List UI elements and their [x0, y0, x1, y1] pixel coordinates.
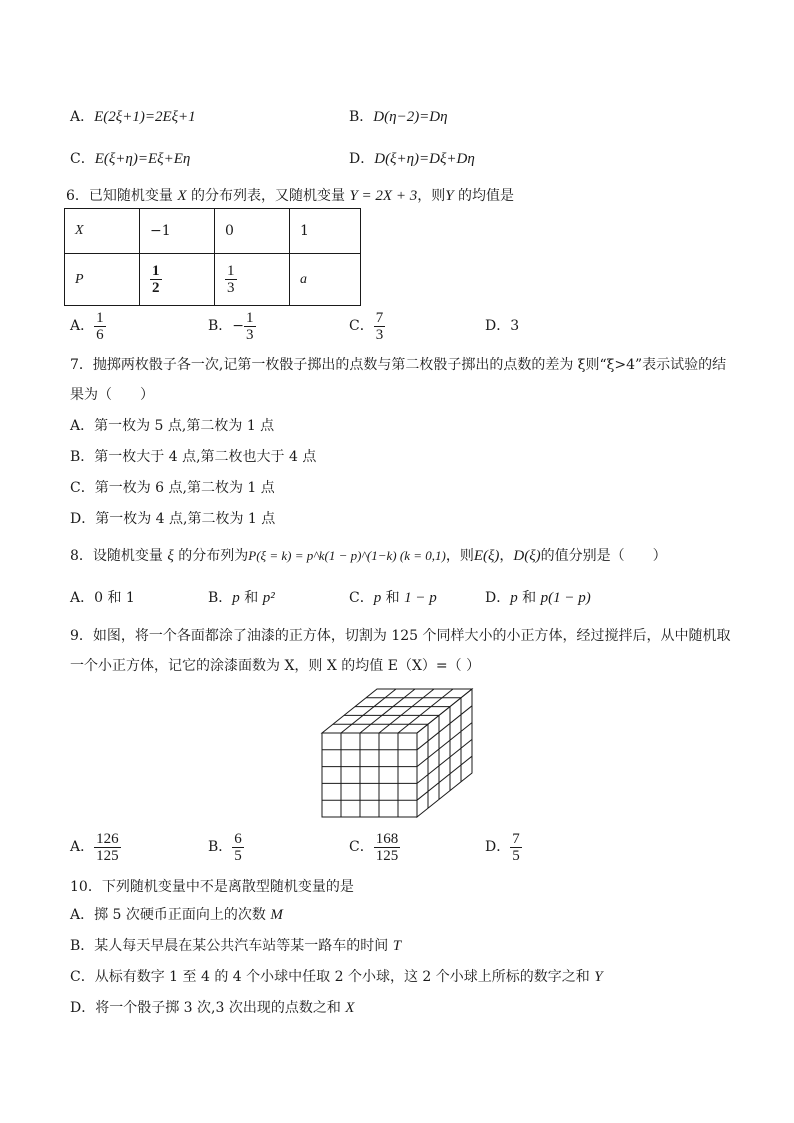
q9-stem-line2: 一个小正方体，记它的涂漆面数为 X，则 X 的均值 E（X）=（ ） — [70, 658, 481, 674]
q8-stem: 8．设随机变量 ξ 的分布列为P(ξ = k) = p^k(1 − p)^(1−k) (k = 0,1)，则E(ξ)，D(ξ)的值分别是（ ） — [70, 548, 667, 564]
q6-option-a: A． $\frac{1}{6}$ — [70, 309, 104, 343]
q10-option-c: C．从标有数字 1 至 4 的 4 个小球中任取 2 个小球，这 2 个小球上所标的数字之和 Y — [70, 969, 603, 985]
q10-stem: 10．下列随机变量中不是离散型随机变量的是 — [70, 879, 354, 895]
q5-option-b: B．D(η−2)=Dη — [349, 109, 448, 125]
q9-stem-line1: 9．如图，将一个各面都涂了油漆的正方体，切割为 125 个同样大小的小正方体，经过搅拌后，从中随机取 — [70, 628, 731, 644]
q5-option-c-expr: E(ξ+η)=Eξ+Eη — [94, 151, 191, 167]
q5-option-c: C．E(ξ+η)=Eξ+Eη — [70, 151, 191, 167]
table-header-cell: X — [65, 209, 140, 254]
q8-option-a: A．0 和 1 — [70, 590, 135, 606]
q9-option-d: D． $\frac{7}{5}$ — [485, 830, 520, 864]
table-header-cell: 1 — [290, 209, 361, 254]
table-row-label: P — [65, 254, 140, 306]
q5-option-b-expr: D(η−2)=Dη — [373, 109, 448, 125]
q7-stem-line2: 果为（ ） — [70, 387, 154, 403]
q5-option-d: D．D(ξ+η)=Dξ+Dη — [349, 151, 475, 167]
q10-option-d: D．将一个骰子掷 3 次,3 次出现的点数之和 X — [70, 1000, 355, 1016]
q6-option-d: D．3 — [485, 318, 520, 334]
table-header-cell: −1 — [140, 209, 215, 254]
q6-option-c: C． $\frac{7}{3}$ — [349, 309, 384, 343]
q10-option-b: B．某人每天早晨在某公共汽车站等某一路车的时间 T — [70, 938, 402, 954]
table-cell-p1: $\frac{1}{2}$ — [140, 254, 215, 306]
q9-option-a: A． $\frac{126}{125}$ — [70, 830, 119, 864]
table-header-cell: 0 — [215, 209, 290, 254]
q9-option-c: C． $\frac{168}{125}$ — [349, 830, 399, 864]
cube-figure — [318, 685, 476, 821]
q7-option-c: C．第一枚为 6 点,第二枚为 1 点 — [70, 480, 275, 496]
q9-option-b: B． $\frac{6}{5}$ — [208, 830, 242, 864]
q8-option-d: D．p 和 p(1 − p) — [485, 590, 591, 606]
q7-option-b: B．第一枚大于 4 点,第二枚也大于 4 点 — [70, 449, 317, 465]
q7-option-d: D．第一枚为 4 点,第二枚为 1 点 — [70, 511, 276, 527]
q10-option-a: A．掷 5 次硬币正面向上的次数 M — [70, 907, 283, 923]
q6-distribution-table — [64, 208, 361, 306]
q7-option-a: A．第一枚为 5 点,第二枚为 1 点 — [70, 418, 275, 434]
q5-option-a-expr: E(2ξ+1)=2Eξ+1 — [94, 109, 196, 125]
q6-option-b: B．− $\frac{1}{3}$ — [208, 309, 254, 343]
q5-option-a: A．E(2ξ+1)=2Eξ+1 — [70, 109, 196, 125]
table-cell-p3: a — [290, 254, 361, 306]
table-cell-p2: $\frac{1}{3}$ — [215, 254, 290, 306]
q6-stem: 6．已知随机变量 X 的分布列表，又随机变量 Y = 2X + 3，则Y 的均值是 — [66, 188, 514, 204]
q8-option-c: C．p 和 1 − p — [349, 590, 437, 606]
q8-option-b: B．p 和 p² — [208, 590, 275, 606]
q5-option-d-expr: D(ξ+η)=Dξ+Dη — [374, 151, 475, 167]
q7-stem-line1: 7．抛掷两枚骰子各一次,记第一枚骰子掷出的点数与第二枚骰子掷出的点数的差为 ξ则“ξ>4”表示试验的结 — [70, 357, 727, 373]
